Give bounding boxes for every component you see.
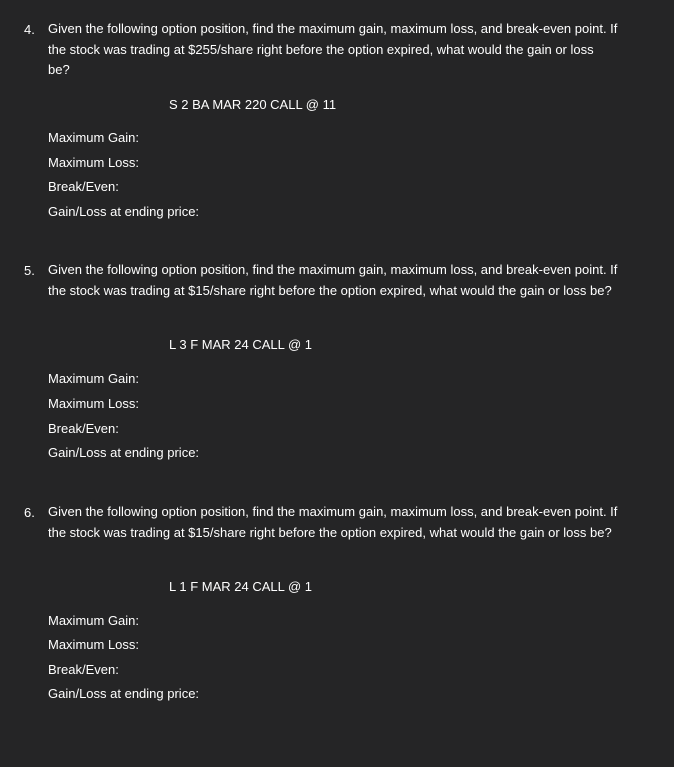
gain-loss-label: Gain/Loss at ending price:	[48, 445, 200, 460]
maximum-loss-label: Maximum Loss:	[48, 637, 140, 652]
maximum-loss-label: Maximum Loss:	[48, 396, 140, 411]
break-even-label: Break/Even:	[48, 179, 119, 194]
problem-question: Given the following option position, find the maximum gain, maximum loss, and break-even point. If the stock was trading at $255/share right before the option expired, what would the gain or loss be?	[48, 21, 618, 77]
maximum-loss-label: Maximum Loss:	[48, 155, 140, 170]
problem-number: 6.	[24, 505, 35, 520]
option-position: S 2 BA MAR 220 CALL @ 11	[169, 97, 337, 112]
option-position: L 1 F MAR 24 CALL @ 1	[169, 579, 313, 594]
maximum-gain-label: Maximum Gain:	[48, 613, 140, 628]
maximum-gain-label: Maximum Gain:	[48, 371, 140, 386]
problem-question: Given the following option position, find the maximum gain, maximum loss, and break-even point. If the stock was trading at $15/share right before the option expired, what would the gain or loss be?	[48, 504, 618, 540]
problem-number: 4.	[24, 22, 35, 37]
break-even-label: Break/Even:	[48, 421, 119, 436]
maximum-gain-label: Maximum Gain:	[48, 130, 140, 145]
option-position: L 3 F MAR 24 CALL @ 1	[169, 337, 313, 352]
gain-loss-label: Gain/Loss at ending price:	[48, 204, 200, 219]
gain-loss-label: Gain/Loss at ending price:	[48, 686, 200, 701]
break-even-label: Break/Even:	[48, 662, 119, 677]
problem-question: Given the following option position, find the maximum gain, maximum loss, and break-even point. If the stock was trading at $15/share right before the option expired, what would the gain or loss be?	[48, 262, 618, 298]
problem-number: 5.	[24, 263, 35, 278]
